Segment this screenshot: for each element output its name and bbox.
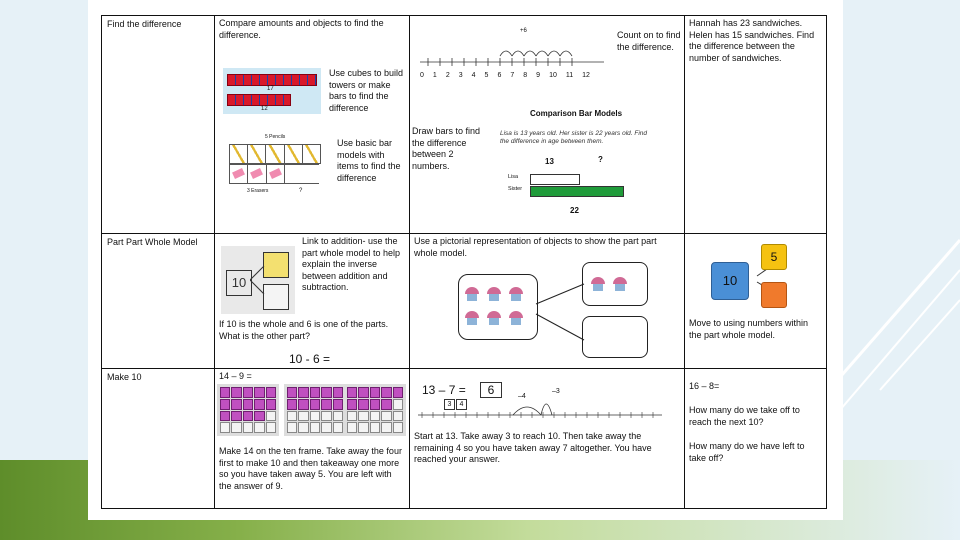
draw-bars-text: Draw bars to find the difference between 2 numbers.: [412, 126, 481, 171]
question-text: Hannah has 23 sandwiches. Helen has 15 sandwiches. Find the difference between the number of sandwiches.: [689, 18, 815, 63]
bar-value-22: 22: [570, 206, 579, 215]
tick-label: 10: [549, 72, 557, 79]
equation-left: 13 – 7 =: [422, 383, 466, 397]
cupcake-icon: [465, 311, 479, 325]
part-cupcakes-box: [582, 262, 648, 306]
part-whole-numbers-cell: [685, 234, 827, 369]
cube-tag: 17: [267, 86, 274, 92]
numberline-jump-label: +6: [520, 28, 527, 34]
bar-value-13: 13: [545, 157, 554, 166]
bar-model-caption: 3 Erasers: [247, 188, 269, 194]
empty-part-box: [582, 316, 648, 358]
question-text: If 10 is the whole and 6 is one of the parts. What is the other part?: [219, 319, 389, 341]
eraser-bar: [229, 164, 285, 184]
cupcake-icon: [613, 277, 627, 291]
lisa-label: Lisa: [508, 174, 519, 180]
tick-label: 8: [523, 72, 528, 79]
question-two: How many do we have left to take off?: [689, 441, 805, 463]
pencil-bar: [229, 144, 321, 164]
part-whole-photo: [221, 246, 295, 314]
cupcake-icon: [591, 277, 605, 291]
tick-label: 1: [432, 72, 437, 79]
link-text: Link to addition- use the part whole model to help explain the inverse between addition and subtraction.: [302, 236, 401, 292]
teaching-table: [101, 15, 827, 509]
split-box: 3: [444, 399, 455, 410]
cupcake-icon: [509, 311, 523, 325]
cubes-label: Use cubes to build towers or make bars to find the difference: [329, 68, 404, 113]
make-ten-numberline-cell: [410, 369, 685, 509]
pictorial-text: Use a pictorial representation of objects to show the part part whole model.: [414, 236, 657, 258]
move-on-text: Move to using numbers within the part whole model.: [689, 318, 809, 340]
comparison-text: Lisa is 13 years old. Her sister is 22 years old. Find the difference in age between them.: [500, 130, 648, 145]
lisa-bar: [530, 174, 580, 185]
ten-frame-image: [284, 384, 346, 436]
cupcake-icon: [465, 287, 479, 301]
ten-frame-image: [344, 384, 406, 436]
number-line-labels: [420, 72, 590, 80]
row-heading: Make 10: [102, 369, 215, 509]
make-ten-explanation: Start at 13. Take away 3 to reach 10. Then take away the remaining 4 so you have taken away 7 altogether. You have reached your answer.: [414, 431, 652, 464]
row-heading: Find the difference: [102, 16, 215, 234]
cube-towers-image: [223, 68, 321, 114]
make-ten-number-line: [416, 389, 666, 425]
part-whole-pictorial-cell: [410, 234, 685, 369]
tick-label: 11: [565, 72, 574, 79]
table-row: [102, 369, 827, 509]
bar-model-caption: ?: [299, 188, 303, 194]
whole-box: 10: [226, 270, 252, 296]
table-row: [102, 234, 827, 369]
bar-model-caption: 5 Pencils: [265, 134, 286, 140]
ten-frame-image: [217, 384, 279, 436]
cupcake-icon: [509, 287, 523, 301]
equation: 16 – 8=: [689, 381, 720, 391]
tick-label: 7: [510, 72, 515, 79]
tick-label: 0: [420, 72, 424, 79]
answer-box: 6: [480, 382, 502, 398]
find-difference-cubes-cell: [215, 16, 410, 234]
tick-label: 4: [471, 72, 476, 79]
cell-intro: Compare amounts and objects to find the difference.: [219, 18, 384, 40]
table-row: [102, 16, 827, 234]
comparison-title: Comparison Bar Models: [530, 109, 623, 118]
cupcake-icon: [487, 311, 501, 325]
tick-label: 9: [536, 72, 541, 79]
tick-label: 12: [582, 72, 590, 79]
empty-part-number-box: [761, 282, 787, 308]
equation: 10 - 6 =: [289, 352, 331, 366]
sister-label: Sister: [508, 186, 523, 192]
tick-label: 5: [484, 72, 489, 79]
cube-tag: 12: [261, 106, 268, 112]
jump-label: –3: [552, 388, 560, 395]
make-ten-question-cell: [685, 369, 827, 509]
part-number-box: 5: [761, 244, 787, 270]
make-ten-frames-cell: [215, 369, 410, 509]
tick-label: 6: [497, 72, 502, 79]
split-box: 4: [456, 399, 467, 410]
row-heading: Part Part Whole Model: [102, 234, 215, 369]
part-box: [263, 252, 289, 278]
question-one: How many do we take off to reach the next 10?: [689, 405, 800, 427]
equation: 14 – 9 =: [219, 371, 252, 381]
count-on-text: Count on to find the difference.: [617, 30, 681, 52]
jump-label: –4: [518, 393, 526, 400]
part-whole-link-cell: [215, 234, 410, 369]
part-whole-connector: [250, 262, 266, 298]
make-ten-text: Make 14 on the ten frame. Take away the four first to make 10 and then takeaway one more so you have taken away 5. You are left with the answer of 9.: [219, 446, 402, 491]
bar-models-label: Use basic bar models with items to find the difference: [337, 138, 401, 183]
whole-cupcakes-box: [458, 274, 538, 340]
find-difference-question-cell: [685, 16, 827, 234]
bar-value-unknown: ?: [598, 155, 603, 164]
part-box: [263, 284, 289, 310]
bar-model-image: [229, 134, 329, 204]
pictorial-connector: [534, 270, 586, 350]
tick-label: 2: [445, 72, 450, 79]
difference-gap: [285, 164, 319, 184]
cupcake-icon: [487, 287, 501, 301]
sister-bar: [530, 186, 624, 197]
whole-number-box: 10: [711, 262, 749, 300]
tick-label: 3: [458, 72, 463, 79]
find-difference-numberline-cell: [410, 16, 685, 234]
